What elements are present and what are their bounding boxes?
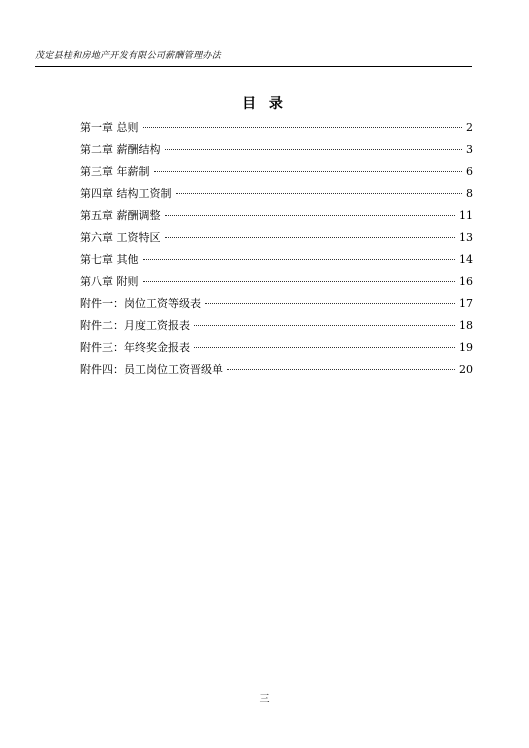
toc-entry-label: 第一章 总则	[80, 121, 139, 134]
toc-entry-label: 附件二：月度工资报表	[80, 319, 190, 332]
toc-entry[interactable]	[80, 229, 473, 251]
toc-entry-label: 第三章 年薪制	[80, 165, 150, 178]
toc-entry-page: 17	[459, 297, 473, 310]
toc-entry-page: 8	[466, 187, 473, 200]
toc-entry-label: 第八章 附则	[80, 275, 139, 288]
dot-leader	[176, 193, 463, 194]
toc-entry-page: 18	[459, 319, 473, 332]
toc-entry-label: 附件一：岗位工资等级表	[80, 297, 201, 310]
toc-entry[interactable]	[80, 339, 473, 361]
toc-entry[interactable]	[80, 273, 473, 295]
toc-entry-label: 第四章 结构工资制	[80, 187, 172, 200]
toc-entry[interactable]	[80, 295, 473, 317]
table-of-contents	[80, 119, 473, 383]
toc-entry-label: 第五章 薪酬调整	[80, 209, 161, 222]
toc-entry[interactable]	[80, 207, 473, 229]
toc-entry-page: 16	[459, 275, 473, 288]
toc-entry-label: 附件四：员工岗位工资晋级单	[80, 363, 223, 376]
toc-entry-label: 第七章 其他	[80, 253, 139, 266]
toc-entry-page: 3	[466, 143, 473, 156]
dot-leader	[143, 259, 456, 260]
toc-entry-label: 附件三：年终奖金报表	[80, 341, 190, 354]
dot-leader	[143, 281, 456, 282]
dot-leader	[154, 171, 463, 172]
toc-entry[interactable]	[80, 141, 473, 163]
toc-entry[interactable]	[80, 317, 473, 339]
dot-leader	[165, 215, 456, 216]
dot-leader	[143, 127, 463, 128]
toc-entry-page: 2	[466, 121, 473, 134]
dot-leader	[205, 303, 455, 304]
toc-title: 目 录	[242, 96, 287, 112]
page-number: 三	[259, 694, 270, 705]
dot-leader	[165, 149, 463, 150]
dot-leader	[165, 237, 456, 238]
toc-entry-label: 第六章 工资特区	[80, 231, 161, 244]
header-text: 茂定县桂和房地产开发有限公司薪酬管理办法	[35, 51, 222, 61]
page-header	[35, 46, 472, 67]
toc-entry[interactable]	[80, 361, 473, 383]
toc-entry-page: 13	[459, 231, 473, 244]
toc-entry-page: 14	[459, 253, 473, 266]
toc-entry[interactable]	[80, 163, 473, 185]
dot-leader	[227, 369, 455, 370]
dot-leader	[194, 325, 455, 326]
toc-entry-page: 19	[459, 341, 473, 354]
toc-entry[interactable]	[80, 185, 473, 207]
toc-entry-page: 11	[459, 209, 473, 222]
toc-entry[interactable]	[80, 119, 473, 141]
toc-entry-label: 第二章 薪酬结构	[80, 143, 161, 156]
toc-entry-page: 6	[466, 165, 473, 178]
toc-entry[interactable]	[80, 251, 473, 273]
toc-entry-page: 20	[459, 363, 473, 376]
dot-leader	[194, 347, 455, 348]
